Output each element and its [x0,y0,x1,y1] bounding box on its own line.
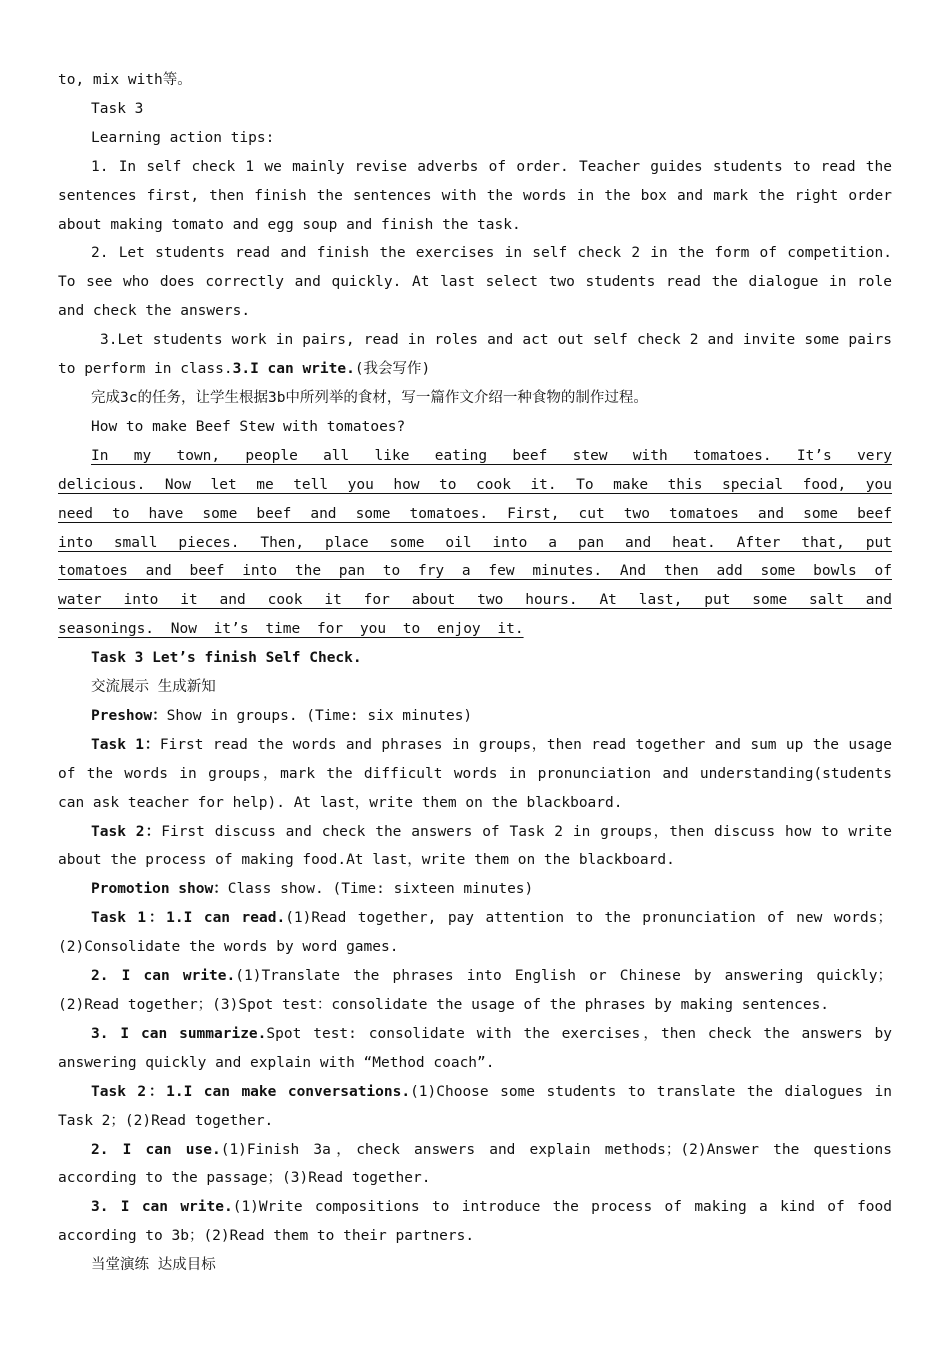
promotion-task-2-write-text: (1)Write compositions to introduce the process of making a kind of food according to 3b；(2)Read them to their partners. [58,1199,892,1245]
promotion-task-1-write-text: (1)Translate the phrases into English or Chinese by answering quickly；(2)Read together；(3)Spot test：consolidate the usage of the phrases by making sentences. [58,968,892,1013]
promotion-task-2-conversations [58,1078,892,1136]
preshow [58,702,892,731]
document-page [58,66,892,1280]
promotion-task-1-write [58,962,892,1020]
promotion-task-2-conversations-text: (1)Choose some students to translate the dialogues in Task 2；(2)Read together. [58,1083,892,1129]
i-can-write-heading: 3.I can write. [232,361,355,378]
composition-title: How to make Beef Stew with tomatoes? [91,418,406,435]
tip-3 [58,326,892,384]
promotion-task-1-read-label: Task 1：1.I can read. [91,910,286,927]
section-heading-exchange: 交流展示 生成新知 [91,679,216,696]
promotion-task-1-summarize-text: Spot test: consolidate with the exercises，then check the answers by answering quickly and explain with “Method coach”. [58,1025,892,1071]
composition-body: In my town, people all like eating beef stew with tomatoes. It’s very delicious. Now let me tell you how to cook it. To make this special food, you need to have some beef and some tomatoes. First, cut two tomatoes and some beef into small pieces. Then, place some oil into a pan and heat. After that, put tomatoes and beef into the pan to fry a few minutes. And then add some bowls of water into it and cook it for about two hours. At last, put some salt and seasonings. Now it’s time for you to enjoy it. [58,447,892,638]
heading-self-check: Task 3 Let’s finish Self Check. [91,650,362,667]
section-heading-practice: 当堂演练 达成目标 [91,1257,216,1274]
promotion-task-1-write-label: 2. I can write. [91,968,236,985]
preshow-label: Preshow： [91,707,167,724]
heading-task-3: Task 3 [91,100,144,117]
preshow-task-2 [58,818,892,876]
preshow-task-1-text: First read the words and phrases in groups，then read together and sum up the usage of the words in groups，mark the difficult words in pronunciation and understanding(students can ask teacher for help). At last，write them on the blackboard. [58,736,892,811]
promotion-task-1-read [58,904,892,962]
promotion-task-1-summarize [58,1020,892,1078]
preshow-text: Show in groups. (Time: six minutes) [166,707,473,724]
promotion-task-1-summarize-label: 3. I can summarize. [91,1025,267,1042]
preshow-task-2-label: Task 2： [91,823,162,840]
paragraph-continuation: to, mix with等。 [58,72,192,88]
tip-2: 2. Let students read and finish the exercises in self check 2 in the form of competition. To see who does correctly and quickly. At last select two students read the dialogue in role and check the answers. [58,245,892,320]
promotion-task-2-use-text: (1)Finish 3a，check answers and explain methods；(2)Answer the questions according to the passage；(3)Read together. [58,1141,892,1187]
task-instruction-chinese: 完成3c的任务，让学生根据3b中所列举的食材，写一篇作文介绍一种食物的制作过程。 [91,389,648,406]
promotion-task-2-use-label: 2. I can use. [91,1141,221,1158]
preshow-task-1-label: Task 1： [91,736,160,753]
tip-3-text: 3.Let students work in pairs, read in roles and act out self check 2 and invite some pairs to perform in class. [58,332,892,378]
promotion-task-2-use [58,1136,892,1194]
preshow-task-1 [58,731,892,818]
promotion-show-text: Class show. (Time: sixteen minutes) [227,881,534,898]
preshow-task-2-text: First discuss and check the answers of Task 2 in groups，then discuss how to write about the process of making food.At last，write them on the blackboard. [58,823,892,869]
promotion-task-2-write-label: 3. I can write. [91,1199,233,1216]
tip-1: 1. In self check 1 we mainly revise adverbs of order. Teacher guides students to read the sentences first, then finish the sentences with the words in the box and mark the right order about making tomato and egg soup and finish the task. [58,158,892,233]
promotion-show-label: Promotion show： [91,881,228,898]
promotion-task-1-read-text: (1)Read together, pay attention to the pronunciation of new words；(2)Consolidate the words by word games. [58,910,892,956]
promotion-show [58,875,892,904]
promotion-task-2-conversations-label: Task 2：1.I can make conversations. [91,1083,411,1100]
heading-learning-action-tips: Learning action tips: [91,129,275,146]
i-can-write-chinese: (我会写作) [354,361,431,378]
promotion-task-2-write [58,1193,892,1251]
